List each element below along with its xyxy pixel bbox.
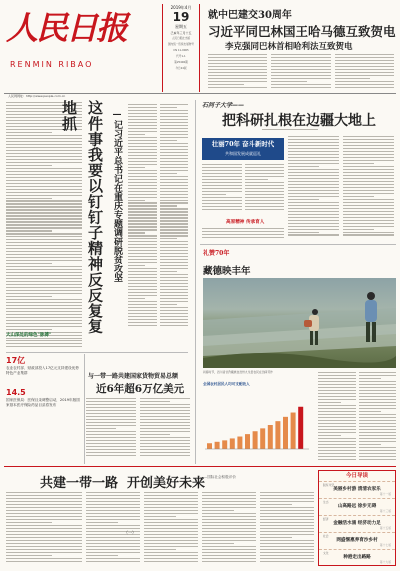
infographic-bar [222,440,227,449]
top-story-headline: 习近平同巴林国王哈马德互致贺电 [208,24,396,39]
bottom-body-left [6,492,82,564]
banner-subtitle: 共和国发展成就巡礼 [225,151,261,156]
index-item-title: 山高路远 徐步无碍 [337,504,377,509]
index-item-tag: 文化 [323,551,329,555]
left-kicker: —记习近平总书记在重庆专题调研脱贫攻坚 [112,110,122,282]
index-item-tag: 社会 [323,534,329,538]
masthead-website: 人民网网址：http://www.people.com.cn [8,94,66,98]
issue-line: 今日24版 [175,67,187,70]
top-story-kicker: 就中巴建交30周年 [208,10,292,21]
infographic-chart [203,387,313,457]
infographic-bar [275,421,280,449]
teaser-1-number: 17亿 [6,356,26,365]
banner-title: 壮丽70年 奋斗新时代 [211,140,275,148]
photo-scene [203,278,396,368]
infographic-bar [245,434,250,449]
issue-lines [163,36,199,72]
photo-body [318,372,396,462]
bottom-sub-mark: （一） [124,530,136,535]
issue-line: 国内统一连续出版物号 [168,43,194,46]
infographic-bar [298,407,303,449]
index-item-title: 种港走出路路 [343,555,371,560]
teaser-2-text: 国家医保局：医保目录调整启动，2019年版国家基本医疗保险药品目录将发布 [6,398,80,407]
index-item-tag: 脱贫攻坚 [323,483,335,487]
index-item[interactable] [319,498,395,515]
infographic-bar [230,438,235,449]
issue-line: CN 11-0065 [173,49,189,52]
feature-byline [262,129,318,132]
feature-banner [202,138,284,160]
infographic-bar [268,425,273,449]
top-story-subhead: 李克强同巴林首相哈利法互致贺电 [225,42,353,52]
index-item-page: 第十五版 [379,526,391,530]
left-body-top [6,102,82,342]
teaser-1-text: 农业农村部、财政部投入17亿元支持建设优势特色产业集群 [6,366,79,375]
belt-road-kicker: 与一带一路共建国家货物贸易总额 [88,373,179,380]
feature-section-tag: 高原精神 传承育人 [226,220,265,225]
left-body-lower [6,340,82,350]
photo-tag: 礼赞70年 [203,250,230,257]
date-lunar: 己亥年三月十五 [170,31,192,35]
infographic-bar [215,442,220,449]
teaser-2-number: 14.5 [6,388,26,397]
date-day: 19 [172,10,190,24]
issue-line: 代号1-1 [176,55,186,58]
index-item-tag: 经济 [323,517,329,521]
bottom-byline: ——国际社会积极评价 [200,475,236,479]
date-year-month: 2019年4月 [170,5,192,10]
index-item-page: 第十一版 [379,492,391,496]
index-item-page: 第十七版 [379,543,391,547]
index-item[interactable] [319,481,395,498]
issue-line: 第25406期 [174,61,188,64]
infographic-bar [207,443,212,449]
box-caption: 大山深处的绿色"脉搏" [6,333,52,338]
bottom-headline: 共建一带一路 开创美好未来 [40,476,206,491]
sidebar-index [318,470,396,566]
date-weekday: 星期五 [175,24,187,29]
sidebar-list [319,481,395,566]
index-item-tag: 生态 [323,500,329,504]
photo-caption: 初春时节，四川省甘孜藏族自治州九龙县农民在田间劳作 [203,370,273,374]
sidebar-title: 今日导读 [345,473,368,479]
teaser-1[interactable] [6,356,82,386]
issue-line: 人民日报社出版 [171,37,191,40]
feature-body-right [288,136,394,240]
index-item[interactable] [319,515,395,532]
infographic-bar [260,428,265,449]
infographic [203,376,313,462]
index-item-title: 金融活水涌 经济动力足 [333,521,381,526]
masthead-roman: RENMIN RIBAO [10,60,94,69]
photo-image [203,278,396,368]
index-item-title: 网盛惬惠养育沙乡村 [336,538,378,543]
infographic-bar [237,437,242,449]
date-box [162,4,200,92]
index-item-page: 第十三版 [379,509,391,513]
index-item[interactable] [319,549,395,566]
infographic-bar [283,417,288,449]
left-body-mid [128,104,188,330]
photo-headline: 藏德映丰年 [203,266,251,277]
index-item-page: 第十九版 [379,560,391,564]
belt-road-body [86,398,190,458]
bottom-body-main [86,492,314,564]
feature-body-lower [202,228,284,240]
left-headline: 这件事我要以钉钉子精神反反复复地抓 [60,100,104,334]
index-item-title: 美丽乡村游 清清农家乐 [333,487,381,492]
teaser-2[interactable] [6,388,82,418]
feature-headline: 把科研扎根在边疆大地上 [222,113,376,129]
masthead-logo: 人民日报 [6,9,127,47]
infographic-bar [253,431,258,449]
infographic-title: 全国农村居民人均可支配收入 [203,382,250,386]
index-item[interactable] [319,532,395,549]
feature-body-left [202,164,284,214]
top-story-body [208,54,394,90]
belt-road-headline: 近6年超6万亿美元 [96,383,185,395]
feature-kicker: 石河子大学—— [202,102,245,109]
infographic-bar [291,413,296,449]
